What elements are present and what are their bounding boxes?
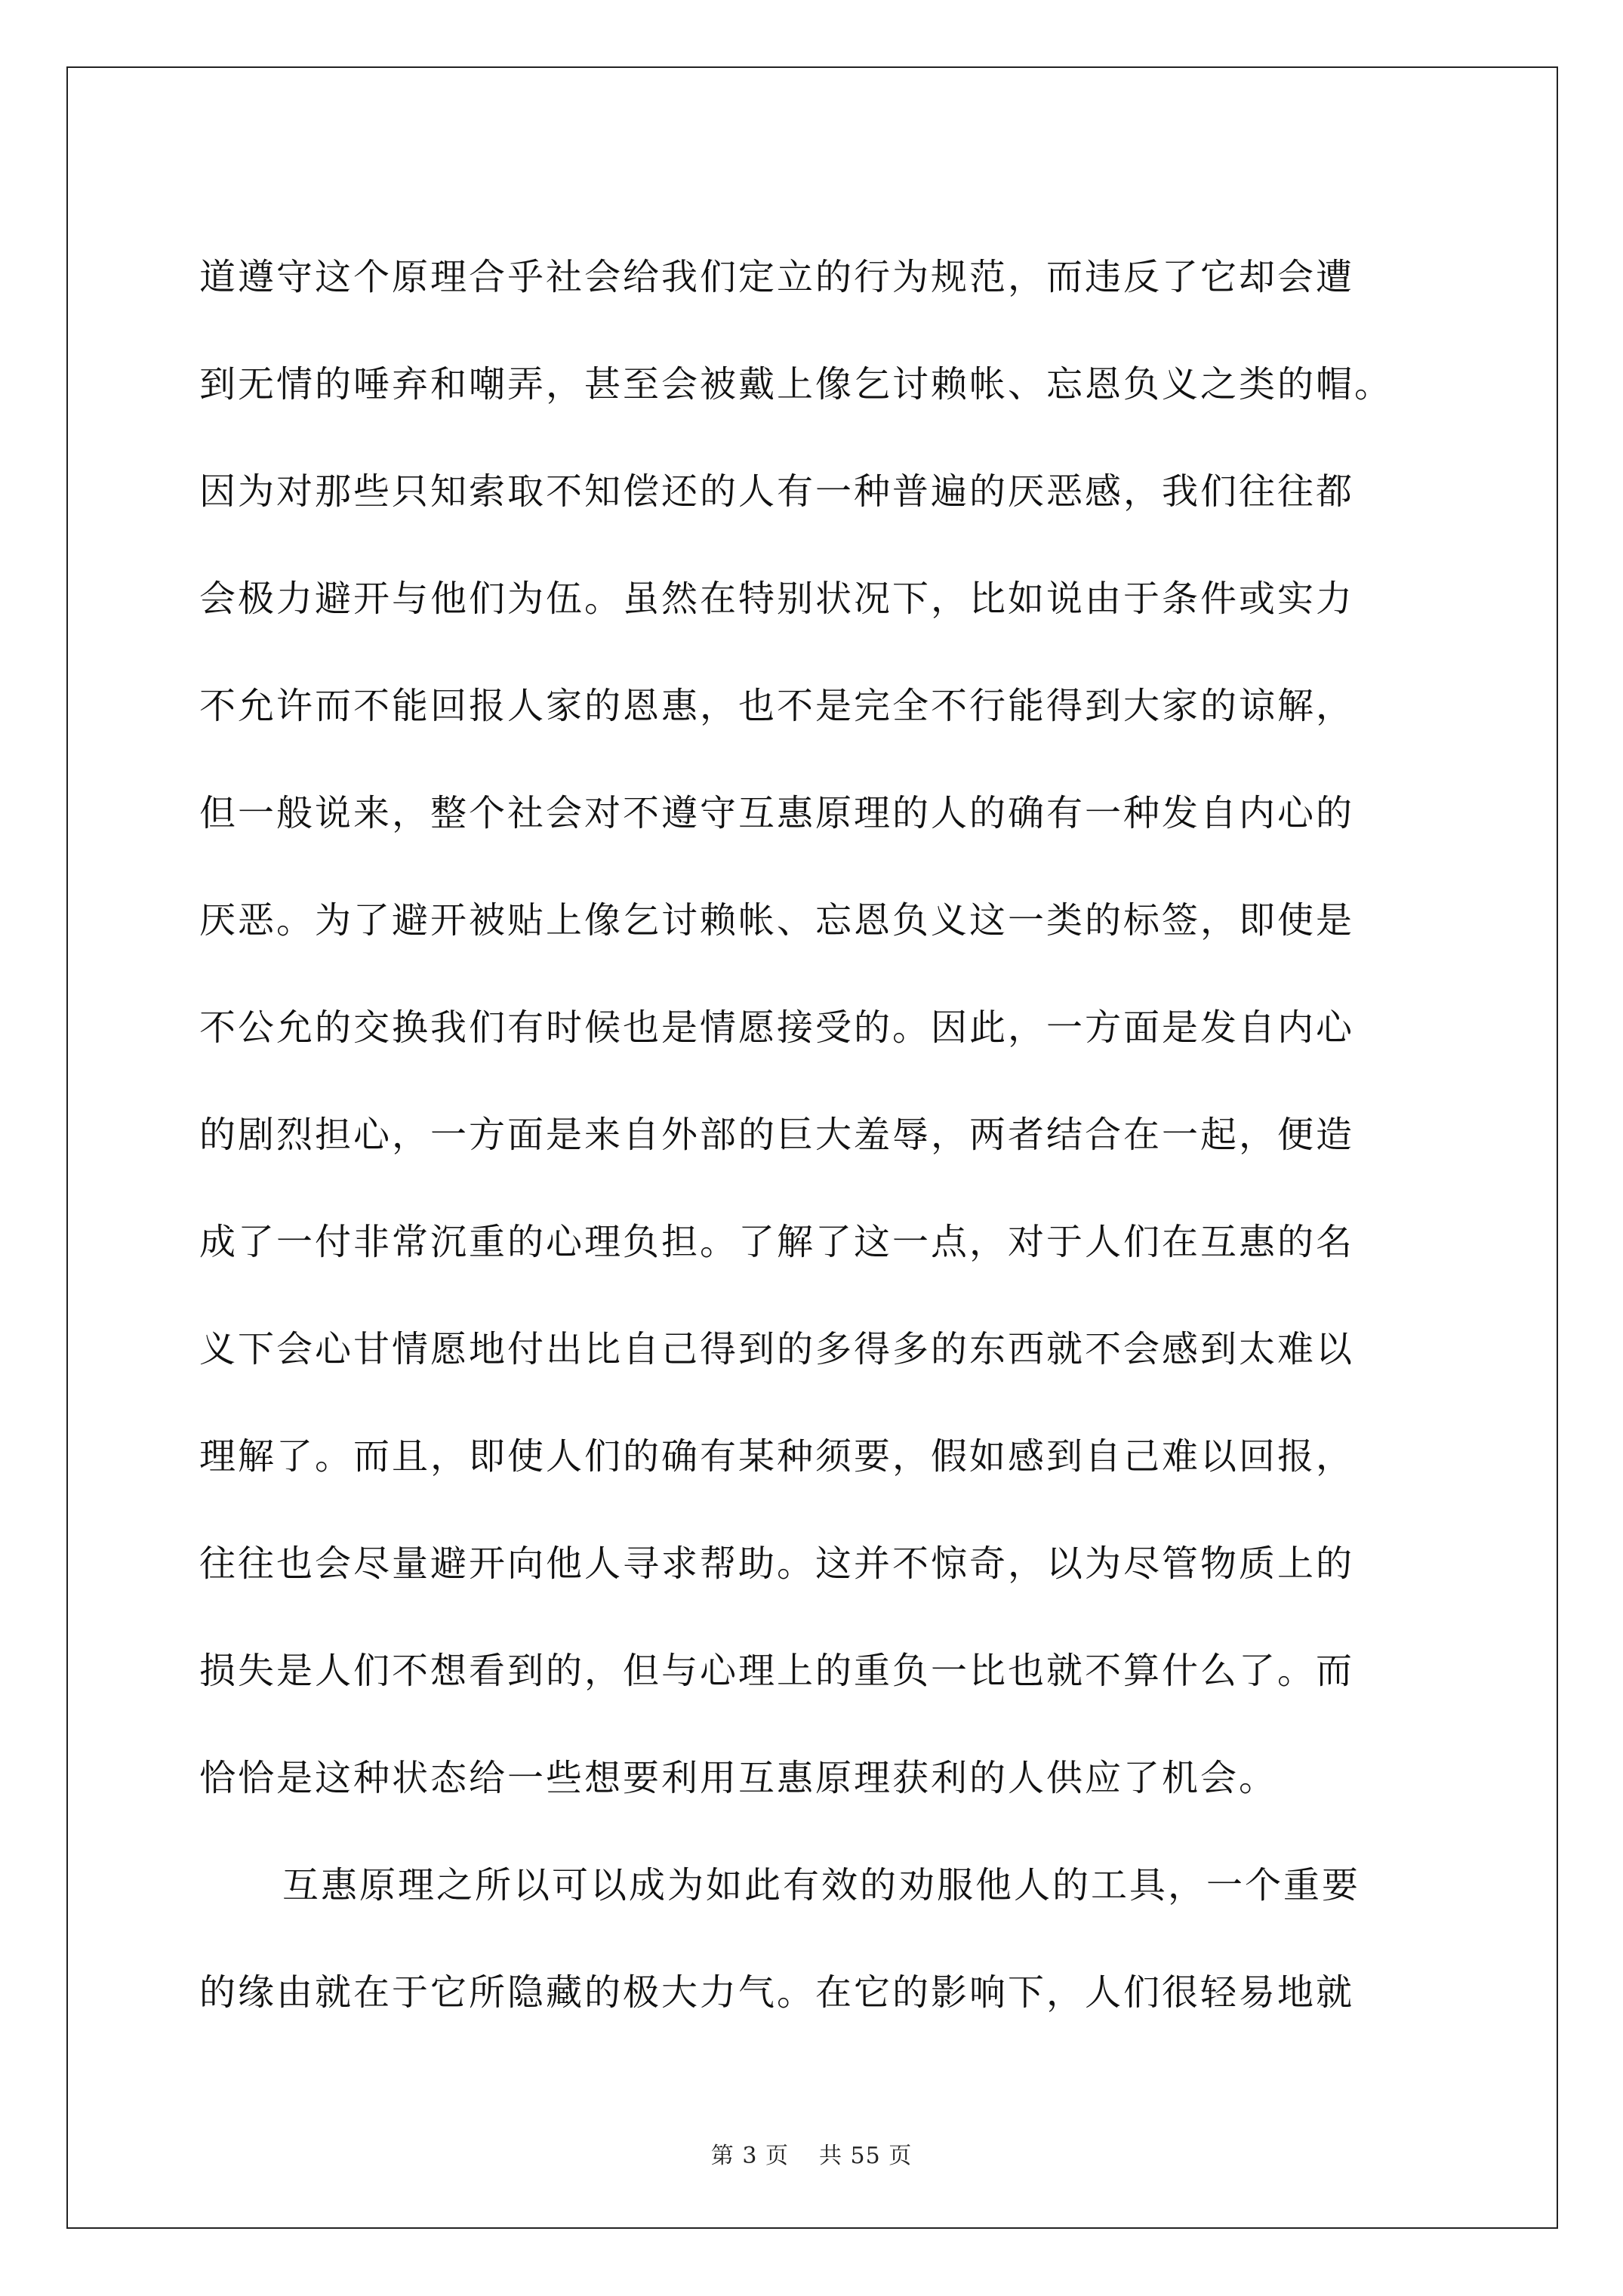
document-body xyxy=(199,223,1437,2046)
text-line: 的缘由就在于它所隐藏的极大力气。在它的影响下，人们很轻易地就 xyxy=(199,1971,1355,2014)
text-line: 但一般说来，整个社会对不遵守互惠原理的人的确有一种发自内心的 xyxy=(199,792,1355,834)
page-number: 第 3 页 xyxy=(710,2143,789,2169)
text-line: 义下会心甘情愿地付出比自己得到的多得多的东西就不会感到太难以 xyxy=(199,1328,1355,1370)
text-line: 理解了。而且，即使人们的确有某种须要，假如感到自己难以回报， xyxy=(199,1435,1355,1478)
page-total: 共 55 页 xyxy=(818,2143,913,2169)
text-line: 会极力避开与他们为伍。虽然在特别状况下，比如说由于条件或实力 xyxy=(199,578,1355,620)
text-line: 往往也会尽量避开向他人寻求帮助。这并不惊奇，以为尽管物质上的 xyxy=(199,1542,1355,1585)
text-line: 到无情的唾弃和嘲弄，甚至会被戴上像乞讨赖帐、忘恩负义之类的帽。 xyxy=(199,363,1394,405)
page-footer xyxy=(0,2141,1623,2171)
text-line: 厌恶。为了避开被贴上像乞讨赖帐、忘恩负义这一类的标签，即使是 xyxy=(199,899,1355,942)
text-line: 道遵守这个原理合乎社会给我们定立的行为规范，而违反了它却会遭 xyxy=(199,256,1355,298)
text-line: 损失是人们不想看到的，但与心理上的重负一比也就不算什么了。而 xyxy=(199,1650,1355,1692)
text-line: 成了一付非常沉重的心理负担。了解了这一点，对于人们在互惠的名 xyxy=(199,1221,1355,1263)
text-line: 因为对那些只知索取不知偿还的人有一种普遍的厌恶感，我们往往都 xyxy=(199,470,1355,513)
text-line: 恰恰是这种状态给一些想要利用互惠原理获利的人供应了机会。 xyxy=(199,1757,1278,1799)
text-line: 不公允的交换我们有时候也是情愿接受的。因此，一方面是发自内心 xyxy=(199,1006,1355,1049)
text-line: 的剧烈担心，一方面是来自外部的巨大羞辱，两者结合在一起，便造 xyxy=(199,1114,1355,1156)
paragraph-first-line: 互惠原理之所以可以成为如此有效的劝服他人的工具，一个重要 xyxy=(282,1864,1361,1906)
text-line: 不允许而不能回报人家的恩惠，也不是完全不行能得到大家的谅解， xyxy=(199,685,1355,727)
